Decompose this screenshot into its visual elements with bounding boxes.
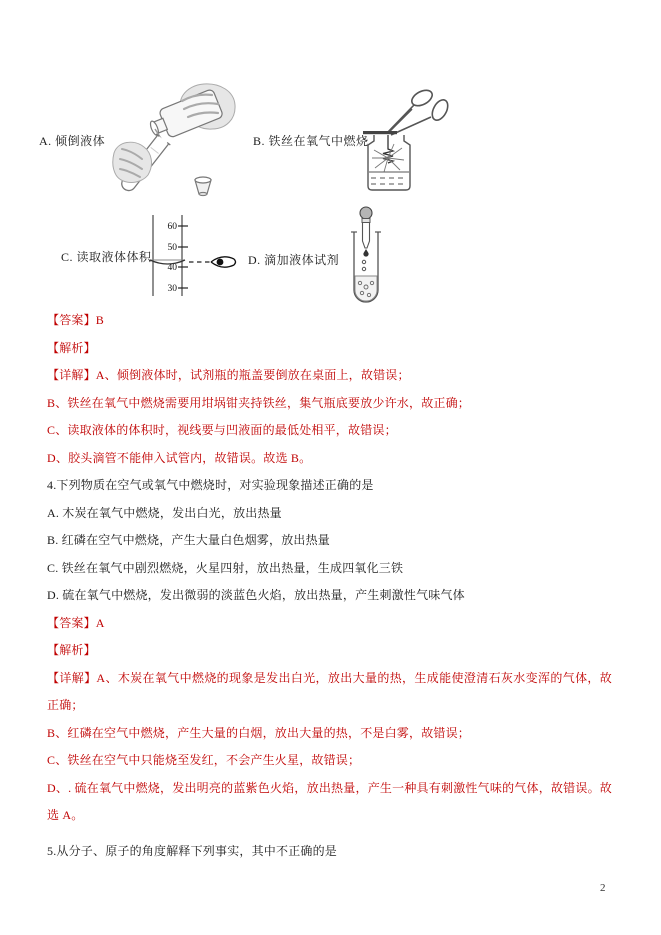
q3-detail-line: C、读取液体的体积时，视线要与凹液面的最低处相平，故错误； [47, 423, 397, 437]
dropper [360, 207, 372, 271]
tick-label-40: 40 [167, 263, 177, 273]
liquid-with-bubbles [355, 276, 377, 301]
q3-analysis-line: 【解析】 [47, 340, 96, 355]
stopper [195, 177, 211, 196]
q4-analysis-line: 【解析】 [47, 643, 96, 657]
q3-detail-line: D、胶头滴管不能伸入试管内，故错误。故选 B。 [47, 450, 312, 465]
eye-icon [211, 257, 236, 267]
reading-volume-illustration [143, 211, 243, 306]
q5-stem: 5.从分子、原子的角度解释下列事实，其中不正确的是 [47, 843, 338, 858]
q3-detail-line: B、铁丝在氧气中燃烧需要用坩埚钳夹持铁丝，集气瓶底要放少许水，故正确； [47, 395, 471, 410]
cover-plate [363, 131, 397, 134]
crucible-tongs-icon [387, 87, 451, 135]
q4-detail-line: 【详解】A、木炭在氧气中燃烧的现象是发出白光，放出大量的热，生成能使澄清石灰水变浑的气体，故正确； [47, 670, 612, 712]
water-dashes [369, 172, 409, 184]
option-c-label: C. 读取液体体积 [61, 250, 152, 264]
tick-label-50: 50 [167, 243, 177, 253]
tick-label-30: 30 [167, 284, 177, 294]
q4-detail-line: B、红磷在空气中燃烧，产生大量的白烟，放出大量的热，不是白雾，故错误； [47, 725, 471, 740]
q3-detail-line: 【详解】A、倾倒液体时，试剂瓶的瓶盖要倒放在桌面上，故错误； [47, 368, 410, 382]
q4-detail-line: D、. 硫在氧气中燃烧，发出明亮的蓝紫色火焰，放出热量，产生一种具有刺激性气味的气体，故错误。故选 A。 [47, 780, 612, 822]
q4-option-d: D. 硫在氧气中燃烧，发出微弱的淡蓝色火焰，放出热量，产生刺激性气味气体 [47, 588, 465, 602]
meniscus [150, 260, 185, 264]
q4-detail-line: C、铁丝在空气中只能烧至发红，不会产生火星，故错误； [47, 753, 361, 767]
iron-wire-burning-illustration [350, 86, 455, 211]
option-b-label: B. 铁丝在氧气中燃烧 [253, 134, 369, 148]
falling-drop [363, 249, 368, 257]
page-number: 2 [600, 882, 606, 894]
dropper-illustration [349, 206, 383, 308]
q4-option-a: A. 木炭在氧气中燃烧，发出白光，放出热量 [47, 505, 282, 520]
q4-answer-line: 【答案】A [47, 615, 105, 630]
tick-label-60: 60 [167, 222, 177, 232]
option-a-label: A. 倾倒液体 [39, 134, 106, 148]
q4-option-b: B. 红磷在空气中燃烧，产生大量白色烟雾，放出热量 [47, 533, 331, 547]
q4-option-c: C. 铁丝在氧气中剧烈燃烧，火星四射，放出热量，生成四氧化三铁 [47, 560, 404, 575]
scale-ticks [178, 226, 188, 288]
text-column [47, 307, 612, 865]
option-d-label: D. 滴加液体试剂 [248, 253, 340, 267]
q4-stem: 4.下列物质在空气或氧气中燃烧时，对实验现象描述正确的是 [47, 478, 374, 492]
q3-answer-line: 【答案】B [47, 313, 105, 327]
pouring-liquid-illustration [112, 83, 237, 213]
